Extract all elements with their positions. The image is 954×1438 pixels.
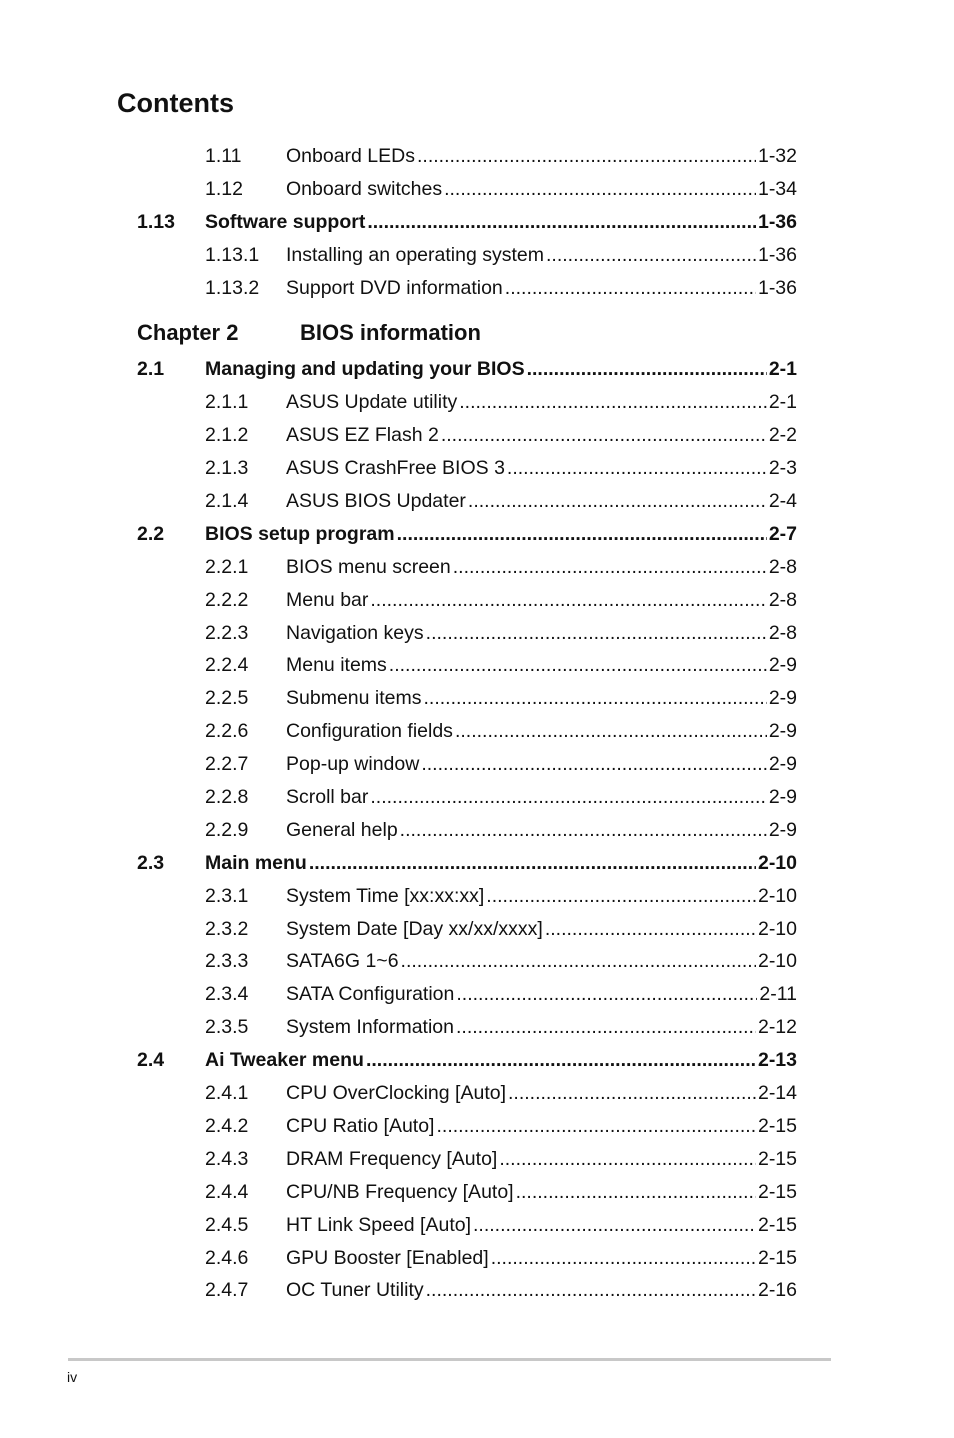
toc-subsection-row[interactable] <box>0 419 954 452</box>
toc-page-number: 2-15 <box>757 1180 797 1203</box>
toc-subsection-row[interactable] <box>0 1143 954 1176</box>
dot-leader <box>370 781 766 814</box>
toc-page-number: 1-36 <box>757 243 797 266</box>
toc-entry-number: 2.3.1 <box>205 884 249 907</box>
dot-leader <box>508 1077 756 1110</box>
table-of-contents <box>0 140 954 1307</box>
toc-subsection-row[interactable] <box>0 452 954 485</box>
dot-leader <box>507 452 767 485</box>
dot-leader <box>423 682 766 715</box>
toc-entry-number: 2.3.3 <box>205 950 249 973</box>
toc-subsection-row[interactable] <box>0 1011 954 1044</box>
toc-entry <box>286 1011 797 1044</box>
toc-entry-title: Pop-up window <box>286 753 420 776</box>
toc-entry <box>286 419 797 452</box>
dot-leader <box>516 1176 756 1209</box>
toc-subsection-row[interactable] <box>0 140 954 173</box>
toc-section-row[interactable] <box>0 206 954 239</box>
dot-leader <box>400 814 767 847</box>
toc-entry-title: Configuration fields <box>286 720 453 743</box>
toc-page-number: 2-10 <box>757 884 797 907</box>
toc-entry <box>205 206 797 239</box>
toc-entry-title: SATA Configuration <box>286 983 455 1006</box>
toc-subsection-row[interactable] <box>0 978 954 1011</box>
dot-leader <box>436 1110 755 1143</box>
dot-leader <box>397 518 767 551</box>
dot-leader <box>455 715 767 748</box>
toc-entry-title: General help <box>286 818 398 841</box>
toc-entry-number: 2.2 <box>137 522 165 545</box>
toc-entry <box>286 551 797 584</box>
dot-leader <box>366 1044 756 1077</box>
dot-leader <box>441 419 767 452</box>
toc-entry <box>286 386 797 419</box>
toc-page-number: 2-4 <box>768 490 797 513</box>
toc-entry-number: 2.2.7 <box>205 753 249 776</box>
toc-entry-number: 2.3.2 <box>205 917 249 940</box>
toc-page-number: 2-7 <box>768 522 797 545</box>
toc-entry <box>286 715 797 748</box>
toc-page-number: 2-15 <box>757 1213 797 1236</box>
chapter-label: Chapter 2 <box>137 320 239 346</box>
dot-leader <box>546 239 756 272</box>
toc-entry <box>286 1176 797 1209</box>
toc-entry <box>286 1077 797 1110</box>
toc-entry-title: ASUS BIOS Updater <box>286 490 466 513</box>
toc-subsection-row[interactable] <box>0 649 954 682</box>
toc-entry <box>205 353 797 386</box>
toc-page-number: 2-15 <box>757 1246 797 1269</box>
dot-leader <box>499 1143 756 1176</box>
toc-subsection-row[interactable] <box>0 1176 954 1209</box>
dot-leader <box>486 880 756 913</box>
toc-page-number: 2-13 <box>757 1049 797 1072</box>
toc-entry-number: 2.4.4 <box>205 1180 249 1203</box>
toc-entry-title: GPU Booster [Enabled] <box>286 1246 489 1269</box>
toc-entry-title: Submenu items <box>286 687 422 710</box>
toc-subsection-row[interactable] <box>0 814 954 847</box>
toc-subsection-row[interactable] <box>0 239 954 272</box>
page-title: Contents <box>117 88 234 118</box>
dot-leader <box>309 847 756 880</box>
toc-entry-number: 1.12 <box>205 177 243 200</box>
toc-entry-number: 1.13.1 <box>205 243 260 266</box>
toc-entry-number: 1.13.2 <box>205 276 260 299</box>
toc-entry-title: DRAM Frequency [Auto] <box>286 1147 498 1170</box>
toc-section-row[interactable] <box>0 847 954 880</box>
toc-page-number: 1-36 <box>757 210 797 233</box>
toc-subsection-row[interactable] <box>0 617 954 650</box>
toc-entry-title: Software support <box>205 210 366 233</box>
toc-entry-title: SATA6G 1~6 <box>286 950 399 973</box>
toc-entry <box>286 781 797 814</box>
toc-subsection-row[interactable] <box>0 1209 954 1242</box>
dot-leader <box>453 551 767 584</box>
toc-entry-title: HT Link Speed [Auto] <box>286 1213 472 1236</box>
toc-entry-title: CPU OverClocking [Auto] <box>286 1082 506 1105</box>
toc-subsection-row[interactable] <box>0 485 954 518</box>
dot-leader <box>491 1242 756 1275</box>
toc-page-number: 2-3 <box>768 457 797 480</box>
toc-subsection-row[interactable] <box>0 386 954 419</box>
toc-entry-title: Onboard LEDs <box>286 145 415 167</box>
dot-leader <box>426 1274 756 1307</box>
toc-page-number: 2-9 <box>768 753 797 776</box>
toc-page-number: 1-32 <box>757 145 797 167</box>
dot-leader <box>426 617 767 650</box>
toc-page-number: 2-9 <box>768 654 797 677</box>
toc-subsection-row[interactable] <box>0 715 954 748</box>
chapter-heading <box>0 313 954 353</box>
toc-subsection-row[interactable] <box>0 173 954 206</box>
toc-page-number: 2-8 <box>768 621 797 644</box>
toc-page-number: 2-9 <box>768 818 797 841</box>
toc-entry <box>205 847 797 880</box>
toc-entry-number: 2.2.2 <box>205 588 249 611</box>
toc-entry-title: Support DVD information <box>286 276 503 299</box>
dot-leader <box>370 584 766 617</box>
dot-leader <box>473 1209 756 1242</box>
toc-entry-number: 2.1.3 <box>205 457 249 480</box>
toc-subsection-row[interactable] <box>0 272 954 305</box>
toc-entry <box>286 173 797 206</box>
footer-divider <box>68 1358 831 1361</box>
toc-entry <box>286 617 797 650</box>
toc-entry-number: 1.11 <box>205 145 242 167</box>
toc-entry-number: 2.4.5 <box>205 1213 249 1236</box>
toc-entry-title: Onboard switches <box>286 177 443 200</box>
toc-entry-title: System Information <box>286 1016 454 1039</box>
toc-entry-number: 2.2.8 <box>205 786 249 809</box>
dot-leader <box>456 1011 756 1044</box>
toc-subsection-row[interactable] <box>0 584 954 617</box>
toc-page-number: 2-10 <box>757 950 797 973</box>
toc-page-number: 2-16 <box>757 1279 797 1302</box>
toc-section-row[interactable] <box>0 353 954 386</box>
toc-subsection-row[interactable] <box>0 551 954 584</box>
dot-leader <box>389 649 767 682</box>
toc-entry-number: 2.3 <box>137 851 165 874</box>
toc-entry <box>286 140 797 173</box>
toc-section-row[interactable] <box>0 518 954 551</box>
toc-entry <box>286 978 797 1011</box>
toc-entry <box>286 1110 797 1143</box>
toc-entry-title: Main menu <box>205 851 307 874</box>
toc-entry-title: Ai Tweaker menu <box>205 1049 364 1072</box>
toc-entry <box>286 913 797 946</box>
toc-entry <box>286 1209 797 1242</box>
toc-page-number: 2-11 <box>759 983 797 1006</box>
toc-entry-number: 1.13 <box>137 210 175 233</box>
toc-page-number: 1-34 <box>757 177 797 200</box>
toc-entry-number: 2.4.2 <box>205 1114 249 1137</box>
toc-entry <box>286 649 797 682</box>
toc-entry-number: 2.2.1 <box>205 555 249 578</box>
toc-page-number: 2-10 <box>757 917 797 940</box>
toc-entry-number: 2.1.2 <box>205 424 249 447</box>
toc-entry-number: 2.1.4 <box>205 490 249 513</box>
toc-page-number: 2-15 <box>757 1114 797 1137</box>
dot-leader <box>545 913 756 946</box>
toc-entry-number: 2.4.1 <box>205 1082 249 1105</box>
toc-entry <box>286 1143 797 1176</box>
toc-subsection-row[interactable] <box>0 913 954 946</box>
toc-entry-title: BIOS setup program <box>205 522 395 545</box>
toc-entry-title: Scroll bar <box>286 786 369 809</box>
toc-entry <box>286 945 797 978</box>
toc-page-number: 2-15 <box>757 1147 797 1170</box>
toc-entry-number: 2.4.7 <box>205 1279 249 1302</box>
page-number: iv <box>67 1369 78 1385</box>
dot-leader <box>367 206 756 239</box>
dot-leader <box>456 978 757 1011</box>
toc-subsection-row[interactable] <box>0 1110 954 1143</box>
toc-section-row[interactable] <box>0 1044 954 1077</box>
toc-entry <box>286 814 797 847</box>
toc-entry <box>286 239 797 272</box>
toc-page-number: 2-9 <box>768 687 797 710</box>
toc-page-number: 2-12 <box>757 1016 797 1039</box>
toc-subsection-row[interactable] <box>0 945 954 978</box>
toc-page-number: 2-10 <box>757 851 797 874</box>
toc-entry <box>286 272 797 305</box>
toc-entry-title: BIOS menu screen <box>286 555 451 578</box>
toc-page-number: 2-1 <box>768 391 797 414</box>
dot-leader <box>401 945 756 978</box>
toc-entry-title: OC Tuner Utility <box>286 1279 424 1302</box>
toc-entry-number: 2.2.3 <box>205 621 249 644</box>
toc-page-number: 1-36 <box>757 276 797 299</box>
toc-subsection-row[interactable] <box>0 682 954 715</box>
toc-subsection-row[interactable] <box>0 1274 954 1307</box>
toc-entry-title: System Date [Day xx/xx/xxxx] <box>286 917 543 940</box>
toc-entry-title: ASUS EZ Flash 2 <box>286 424 439 447</box>
toc-entry-number: 2.2.6 <box>205 720 249 743</box>
toc-entry <box>205 1044 797 1077</box>
toc-entry-title: CPU Ratio [Auto] <box>286 1114 435 1137</box>
toc-subsection-row[interactable] <box>0 880 954 913</box>
toc-page-number: 2-8 <box>768 588 797 611</box>
toc-subsection-row[interactable] <box>0 1242 954 1275</box>
toc-entry <box>286 485 797 518</box>
toc-entry-title: Menu bar <box>286 588 369 611</box>
toc-page-number: 2-8 <box>768 555 797 578</box>
toc-entry-title: System Time [xx:xx:xx] <box>286 884 485 907</box>
toc-entry-title: ASUS Update utility <box>286 391 458 414</box>
toc-entry <box>286 682 797 715</box>
toc-subsection-row[interactable] <box>0 781 954 814</box>
toc-subsection-row[interactable] <box>0 748 954 781</box>
toc-entry <box>205 518 797 551</box>
toc-entry-number: 2.3.5 <box>205 1016 249 1039</box>
toc-entry-number: 2.2.5 <box>205 687 249 710</box>
toc-entry-number: 2.4.3 <box>205 1147 249 1170</box>
toc-entry-number: 2.1 <box>137 358 165 381</box>
dot-leader <box>421 748 766 781</box>
toc-entry <box>286 584 797 617</box>
toc-entry <box>286 1274 797 1307</box>
toc-page-number: 2-9 <box>768 720 797 743</box>
toc-entry-number: 2.3.4 <box>205 983 249 1006</box>
toc-entry-title: Managing and updating your BIOS <box>205 358 525 381</box>
toc-entry-title: Installing an operating system <box>286 243 544 266</box>
dot-leader <box>505 272 756 305</box>
toc-entry-number: 2.1.1 <box>205 391 249 414</box>
dot-leader <box>417 140 756 173</box>
toc-page-number: 2-1 <box>768 358 797 381</box>
toc-entry-title: CPU/NB Frequency [Auto] <box>286 1180 514 1203</box>
toc-entry-title: Navigation keys <box>286 621 424 644</box>
toc-entry-number: 2.4.6 <box>205 1246 249 1269</box>
dot-leader <box>468 485 767 518</box>
toc-entry-number: 2.4 <box>137 1049 165 1072</box>
toc-subsection-row[interactable] <box>0 1077 954 1110</box>
dot-leader <box>459 386 767 419</box>
toc-entry-number: 2.2.4 <box>205 654 249 677</box>
toc-page-number: 2-14 <box>757 1082 797 1105</box>
toc-entry-title: Menu items <box>286 654 387 677</box>
toc-page-number: 2-9 <box>768 786 797 809</box>
toc-entry <box>286 880 797 913</box>
toc-entry-title: ASUS CrashFree BIOS 3 <box>286 457 505 480</box>
toc-entry <box>286 748 797 781</box>
toc-page-number: 2-2 <box>768 424 797 447</box>
toc-entry-number: 2.2.9 <box>205 818 249 841</box>
chapter-title: BIOS information <box>300 320 481 346</box>
dot-leader <box>527 353 767 386</box>
toc-entry <box>286 452 797 485</box>
toc-entry <box>286 1242 797 1275</box>
dot-leader <box>444 173 756 206</box>
